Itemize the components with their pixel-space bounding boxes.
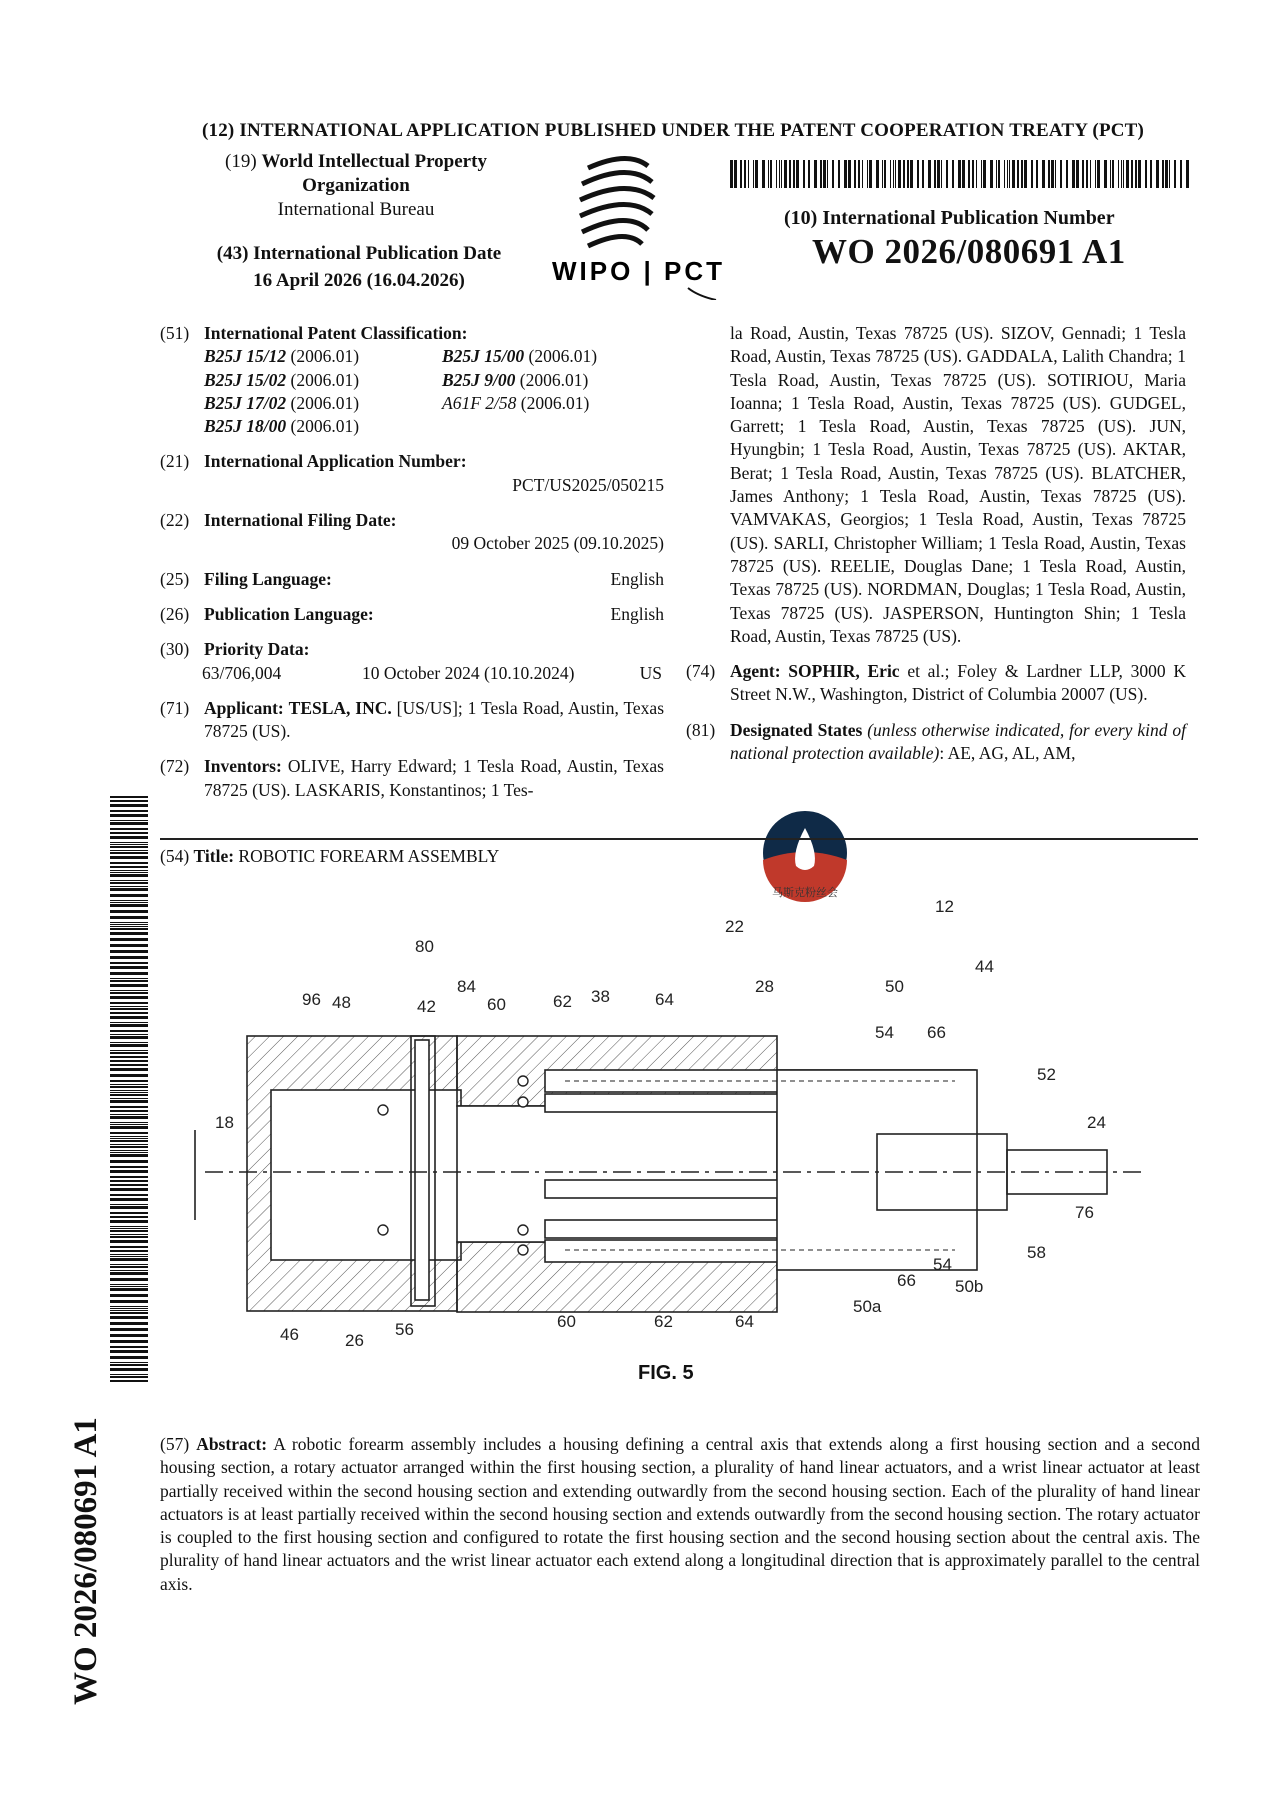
- classification-code: B25J 18/00 (2006.01): [204, 416, 360, 437]
- classification-code: B25J 9/00 (2006.01): [442, 369, 589, 390]
- invention-title: ROBOTIC FOREARM ASSEMBLY: [238, 846, 500, 866]
- application-number: PCT/US2025/050215: [512, 474, 664, 495]
- inventors-right: la Road, Austin, Texas 78725 (US). SIZOV, Gennadi; 1 Tesla Road, Austin, Texas 78725 (US). GADDALA, Lalith Chandra; 1 Tesla Road, Austin, Texas 78725 (US). SOTIRIOU, Maria Ioanna; 1 Tesla Road, Austin, Texas 78725 (US). GUDGEL, Garrett; 1 Tesla Road, Austin, Texas 78725 (US). JUN, Hyungbin; 1 Tesla Road, Austin, Texas 78725 (US). AKTAR, Berat; 1 Tesla Road, Austin, Texas 78725 (US). BLATCHER, James Anthony; 1 Tesla Road, Austin, Texas 78725 (US). VAMVAKAS, Georgios; 1 Tesla Road, Austin, Texas 78725 (US). SARLI, Christopher William; 1 Tesla Road, Austin, Texas 78725 (US). REELIE, Douglas Dane; 1 Tesla Road, Austin, Texas 78725 (US). NORDMAN, Douglas; 1 Tesla Road, Austin, Texas 78725 (US). JASPERSON, Huntington Shin; 1 Tesla Road, Austin, Texas 78725 (US).: [730, 323, 1186, 646]
- field-81: (81) Designated States (unless otherwise indicated, for every kind of national protection available): AE, AG, AL, AM,: [686, 719, 1187, 764]
- abstract: (57) Abstract: A robotic forearm assembly includes a housing defining a central axis that extends along a first housing section and a second housing section, a rotary actuator arranged within the first housing section, a plurality of hand linear actuators, and a wrist linear actuator at least partially received within the second housing section and extending outwardly from the second housing section. Each of the plurality of hand linear actuators is at least partially received within the second housing section and extends outwardly from the second housing section. The rotary actuator is coupled to the first housing section and configured to rotate the first housing section and the second housing section about the central axis. The plurality of hand linear actuators and the wrist linear actuator each extend along a longitudinal direction that is approximately parallel to the central axis.: [160, 1434, 1200, 1594]
- classification-code: B25J 17/02 (2006.01): [204, 392, 360, 413]
- classification-code: B25J 15/02 (2006.01): [204, 369, 360, 390]
- figure-reference-numeral: 18: [215, 1113, 234, 1132]
- figure-reference-numeral: 54: [875, 1023, 894, 1042]
- field-21: (21) International Application Number: PCT/US2025/050215: [160, 450, 664, 497]
- figure-reference-numeral: 60: [557, 1312, 576, 1331]
- field-74: (74) Agent: SOPHIR, Eric et al.; Foley & Lardner LLP, 3000 K Street N.W., Washington, District of Columbia 20007 (US).: [686, 661, 1187, 705]
- inventors-left: OLIVE, Harry Edward; 1 Tesla Road, Austin, Texas 78725 (US). LASKARIS, Konstantinos; 1 Tes-: [204, 756, 664, 800]
- figure-reference-numeral: 62: [553, 992, 572, 1011]
- side-publication-id: WO 2026/080691 A1: [68, 1417, 104, 1705]
- filing-language: English: [610, 568, 664, 589]
- abstract-text: A robotic forearm assembly includes a housing defining a central axis that extends along a first housing section and a second housing section, a rotary actuator arranged within the first housing section, a plurality of hand linear actuators, and a wrist linear actuator at least partially received within the second housing section and extending outwardly from the second housing section. Each of the plurality of hand linear actuators is at least partially received within the second housing section and extends outwardly from the second housing section. The rotary actuator is coupled to the first housing section and configured to rotate the first housing section and the second housing section about the central axis. The plurality of hand linear actuators and the wrist linear actuator each extend along a longitudinal direction that is approximately parallel to the central axis.: [160, 1434, 1200, 1594]
- figure-caption: FIG. 5: [638, 1362, 694, 1384]
- figure-reference-numeral: 76: [1075, 1203, 1094, 1222]
- classification-code: B25J 15/00 (2006.01): [442, 346, 598, 367]
- figure-reference-numeral: 66: [927, 1023, 946, 1042]
- pubdate-label: International Publication Date: [253, 243, 502, 264]
- field-72: (72) Inventors: OLIVE, Harry Edward; 1 Tesla Road, Austin, Texas 78725 (US). LASKARIS, Konstantinos; 1 Tes-: [160, 756, 664, 800]
- barcode-top: [730, 160, 1190, 188]
- classification-code: A61F 2/58 (2006.01): [442, 392, 590, 413]
- org-name: World Intellectual Property Organization: [261, 151, 487, 196]
- figure-reference-numeral: 66: [897, 1271, 916, 1290]
- pct-header-line: (12) INTERNATIONAL APPLICATION PUBLISHED UNDER THE PATENT COOPERATION TREATY (PCT): [202, 120, 1145, 141]
- figure-reference-numeral: 96: [302, 990, 321, 1009]
- figure-reference-numeral: 50: [885, 977, 904, 996]
- bureau: International Bureau: [277, 199, 435, 220]
- figure-reference-numeral: 46: [280, 1325, 299, 1344]
- pubdate-value: 16 April 2026 (16.04.2026): [253, 270, 465, 291]
- barcode-side: [110, 796, 148, 1382]
- figure-reference-numeral: 84: [457, 977, 476, 996]
- figure-reference-numeral: 50b: [955, 1277, 984, 1296]
- field-30: (30) Priority Data: 63/706,004 10 October 2024 (10.10.2024) US: [160, 638, 664, 685]
- field-51: [160, 322, 664, 438]
- wipo-pct-logo: [548, 140, 738, 300]
- priority-row: 63/706,004 10 October 2024 (10.10.2024) US: [202, 662, 662, 683]
- figure-reference-numeral: 48: [332, 993, 351, 1012]
- bibliographic-left-column: [160, 322, 664, 814]
- agent-name: SOPHIR, Eric: [788, 661, 900, 682]
- publication-date-block: [194, 240, 524, 294]
- field-label: International Patent Classification:: [204, 323, 468, 343]
- figure-reference-numeral: 26: [345, 1331, 364, 1350]
- figure-reference-numeral: 60: [487, 995, 506, 1014]
- figure-reference-numeral: 54: [933, 1255, 952, 1274]
- pubno-label-line: [784, 207, 1115, 230]
- figure-reference-numeral: 80: [415, 937, 434, 956]
- field-num: (51): [160, 323, 190, 343]
- wipo-organization-block: [206, 150, 506, 222]
- bibliographic-right-column: [686, 322, 1186, 777]
- filing-date: 09 October 2025 (09.10.2025): [451, 533, 664, 554]
- figure-reference-numeral: 52: [1037, 1065, 1056, 1084]
- section-divider: [160, 838, 1198, 840]
- figure-reference-numeral: 44: [975, 957, 994, 976]
- figure-reference-numeral: 64: [655, 990, 674, 1009]
- patent-figure: [185, 880, 1185, 1390]
- field-71: (71) Applicant: TESLA, INC. [US/US]; 1 Tesla Road, Austin, Texas 78725 (US).: [160, 697, 665, 742]
- housing-outline: [195, 1036, 1145, 1312]
- org-num: (19): [225, 151, 257, 172]
- pubno-label: International Publication Number: [822, 207, 1115, 229]
- publication-language: English: [610, 603, 664, 624]
- inventors-continued: [686, 322, 1186, 648]
- field-26: (26) Publication Language: English: [160, 603, 664, 626]
- figure-reference-numeral: 24: [1087, 1113, 1106, 1132]
- figure-reference-numeral: 12: [935, 897, 954, 916]
- logo-text: WIPO | PCT: [552, 256, 726, 286]
- figure-reference-numeral: 42: [417, 997, 436, 1016]
- figure-reference-numeral: 58: [1027, 1243, 1046, 1262]
- figure-reference-numeral: 22: [725, 917, 744, 936]
- figure-reference-numeral: 56: [395, 1320, 414, 1339]
- classification-code: B25J 15/12 (2006.01): [204, 346, 360, 367]
- classification-grid: [204, 345, 664, 438]
- title-line: (54) Title: ROBOTIC FOREARM ASSEMBLY: [160, 846, 500, 866]
- pubno-num: (10): [784, 207, 818, 229]
- watermark-text: 马斯克粉丝会: [772, 886, 838, 899]
- globe-icon: [580, 158, 654, 246]
- logo-swoosh: [688, 288, 716, 300]
- field-22: (22) International Filing Date: 09 October 2025 (09.10.2025): [160, 509, 664, 556]
- figure-reference-numeral: 50a: [853, 1297, 882, 1316]
- publication-number: WO 2026/080691 A1: [812, 232, 1126, 271]
- field-25: (25) Filing Language: English: [160, 568, 664, 591]
- applicant-name: TESLA, INC.: [288, 697, 392, 718]
- figure-reference-numeral: 64: [735, 1312, 754, 1331]
- figure-reference-numeral: 28: [755, 977, 774, 996]
- figure-reference-numeral: 62: [654, 1312, 673, 1331]
- figure-reference-numeral: 38: [591, 987, 610, 1006]
- pubdate-num: (43): [216, 243, 249, 264]
